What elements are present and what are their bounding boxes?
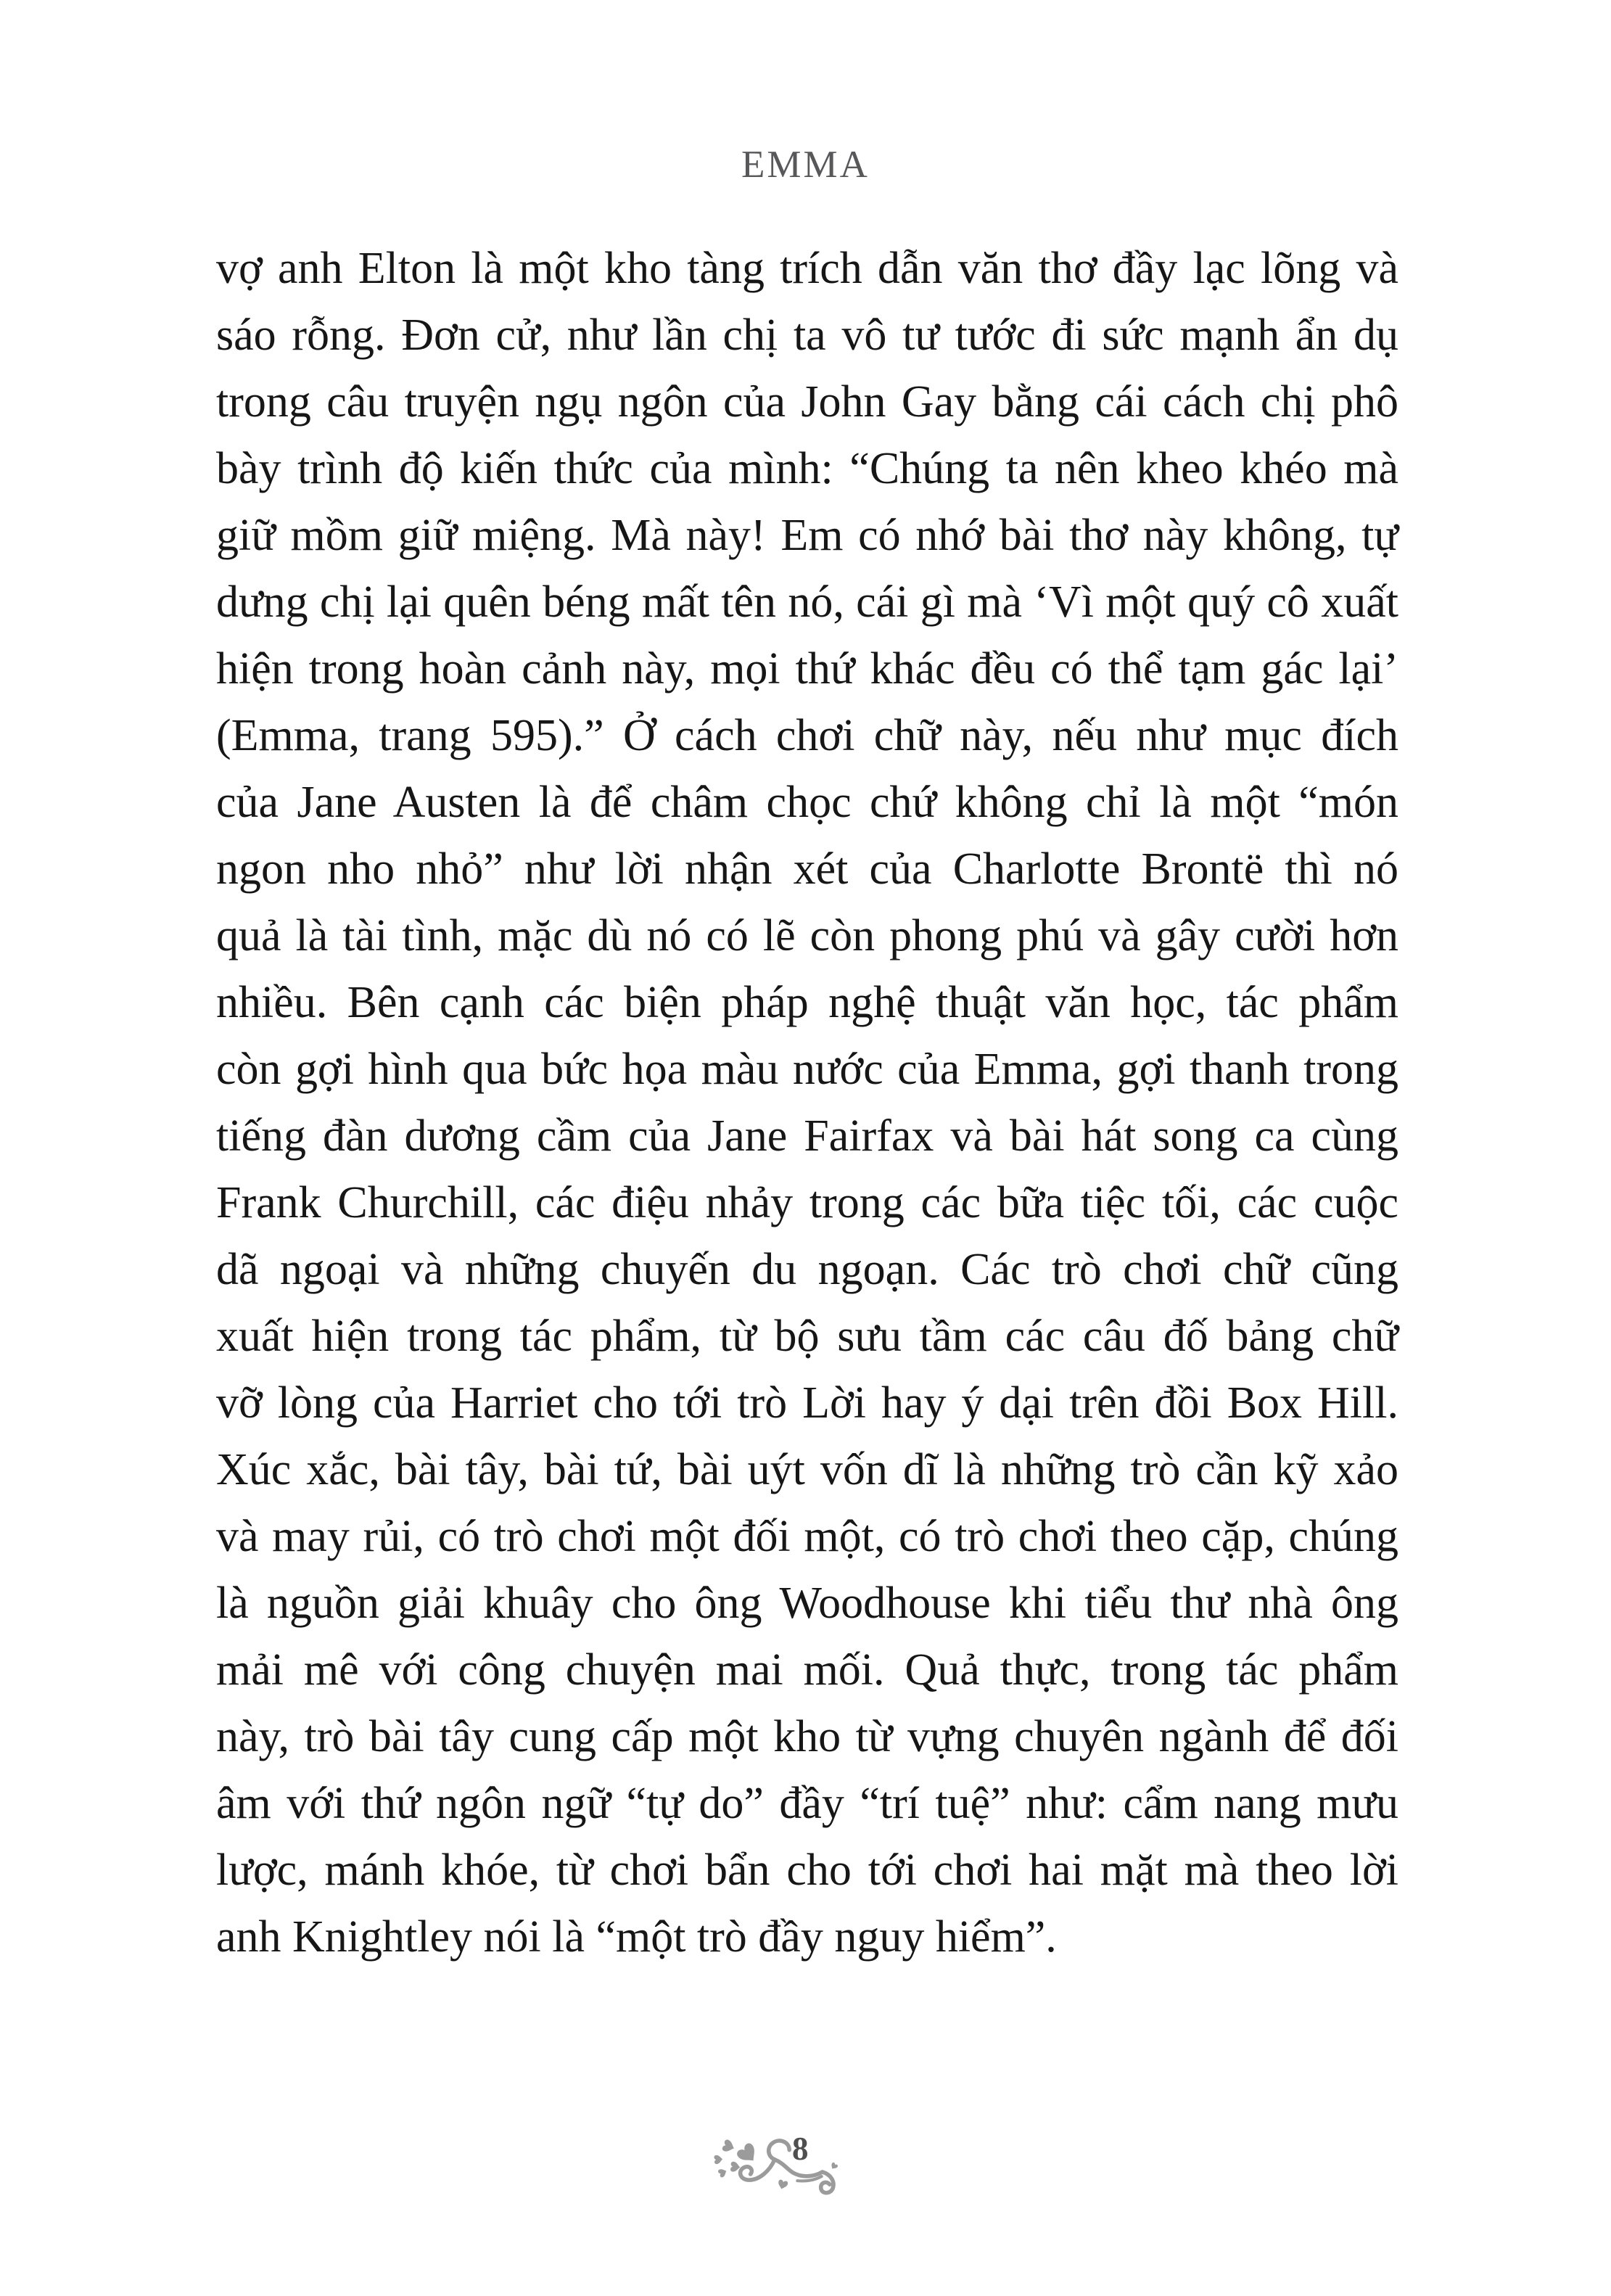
- text-line: bày trình độ kiến thức của mình: “Chúng ta nên kheo khéo mà: [216, 444, 1398, 493]
- text-line: anh Knightley nói là “một trò đầy nguy hiểm”.: [216, 1912, 1057, 1962]
- text-line: trong câu truyện ngụ ngôn của John Gay bằng cái cách chị phô: [216, 377, 1398, 427]
- text-line: còn gợi hình qua bức họa màu nước của Emma, gợi thanh trong: [216, 1045, 1398, 1094]
- text-line: này, trò bài tây cung cấp một kho từ vựng chuyên ngành để đối: [216, 1712, 1398, 1761]
- running-head-title: EMMA: [741, 144, 870, 186]
- text-line: Frank Churchill, các điệu nhảy trong các bữa tiệc tối, các cuộc: [216, 1178, 1398, 1227]
- text-line: giữ mồm giữ miệng. Mà này! Em có nhớ bài thơ này không, tự: [216, 511, 1398, 560]
- text-line: tiếng đàn dương cầm của Jane Fairfax và bài hát song ca cùng: [216, 1111, 1398, 1161]
- page-number: 8: [792, 2131, 809, 2167]
- floral-flourish-icon: [711, 2136, 841, 2207]
- text-line: âm với thứ ngôn ngữ “tự do” đầy “trí tuệ” như: cẩm nang mưu: [216, 1779, 1398, 1828]
- text-line: vợ anh Elton là một kho tàng trích dẫn văn thơ đầy lạc lõng và: [216, 244, 1398, 293]
- page-footer: [0, 2126, 1611, 2220]
- text-line: của Jane Austen là để châm chọc chứ không chỉ là một “món: [216, 778, 1398, 827]
- text-line: ngon nho nhỏ” như lời nhận xét của Charlotte Brontë thì nó: [216, 844, 1398, 894]
- text-line: vỡ lòng của Harriet cho tới trò Lời hay ý dại trên đồi Box Hill.: [216, 1378, 1398, 1428]
- text-line: lược, mánh khóe, từ chơi bẩn cho tới chơi hai mặt mà theo lời: [216, 1846, 1398, 1895]
- text-line: dưng chị lại quên béng mất tên nó, cái gì mà ‘Vì một quý cô xuất: [216, 577, 1398, 627]
- text-line: quả là tài tình, mặc dù nó có lẽ còn phong phú và gây cười hơn: [216, 911, 1398, 960]
- text-line: là nguồn giải khuây cho ông Woodhouse khi tiểu thư nhà ông: [216, 1579, 1398, 1628]
- text-line: Xúc xắc, bài tây, bài tứ, bài uýt vốn dĩ là những trò cần kỹ xảo: [216, 1445, 1398, 1494]
- text-line: xuất hiện trong tác phẩm, từ bộ sưu tầm các câu đố bảng chữ: [216, 1312, 1398, 1361]
- text-line: hiện trong hoàn cảnh này, mọi thứ khác đều có thể tạm gác lại’: [216, 644, 1398, 694]
- text-line: (Emma, trang 595).” Ở cách chơi chữ này, nếu như mục đích: [216, 711, 1398, 760]
- text-line: và may rủi, có trò chơi một đối một, có trò chơi theo cặp, chúng: [216, 1512, 1398, 1561]
- text-line: mải mê với công chuyện mai mối. Quả thực, trong tác phẩm: [216, 1645, 1398, 1695]
- body-text: [216, 235, 1398, 1970]
- text-line: sáo rỗng. Đơn cử, như lần chị ta vô tư tước đi sức mạnh ẩn dụ: [216, 310, 1398, 360]
- text-line: dã ngoại và những chuyến du ngoạn. Các trò chơi chữ cũng: [216, 1245, 1398, 1294]
- text-line: nhiều. Bên cạnh các biện pháp nghệ thuật văn học, tác phẩm: [216, 978, 1398, 1027]
